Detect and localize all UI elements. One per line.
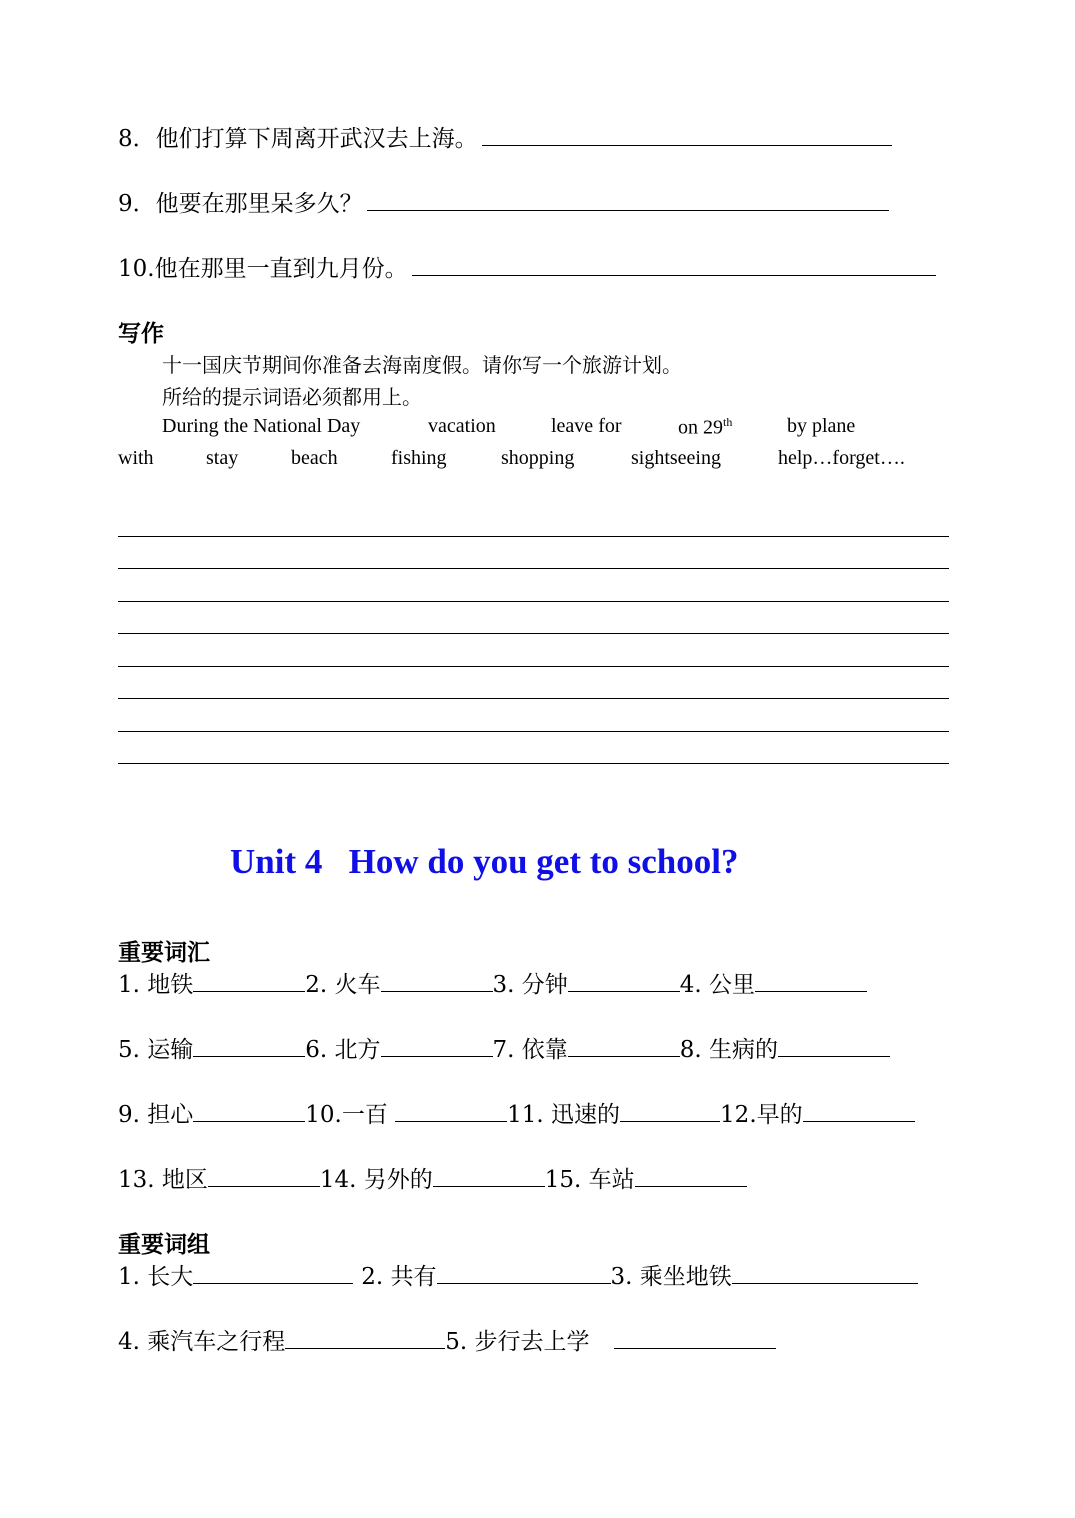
vocab-blank[interactable] xyxy=(433,1166,545,1187)
vocab-blank[interactable] xyxy=(208,1166,320,1187)
vocab-item: 15. 车站 xyxy=(544,1167,635,1193)
vocab-item: 12.早的 xyxy=(720,1102,803,1128)
vocab-item: 6. 北方 xyxy=(305,1037,381,1063)
unit-title: Unit 4 How do you get to school? xyxy=(230,842,739,881)
vocab-item: 4. 公里 xyxy=(679,972,756,998)
writing-heading: 写作 xyxy=(118,320,164,347)
superscript-th: th xyxy=(723,415,733,429)
writing-answer-line[interactable] xyxy=(118,666,949,667)
phrase-item: 1. 长大 xyxy=(118,1264,194,1290)
question-8 xyxy=(118,120,892,153)
phrase-row xyxy=(118,1258,918,1291)
writing-answer-line[interactable] xyxy=(118,633,949,634)
vocab-row xyxy=(118,1161,747,1194)
vocab-item: 8. 生病的 xyxy=(679,1037,779,1063)
phrase-item: 4. 乘汽车之行程 xyxy=(118,1329,286,1355)
hint-word: by plane xyxy=(787,415,856,437)
phrase-item: 5. 步行去上学 xyxy=(445,1329,590,1355)
hint-word: on 29 xyxy=(678,416,723,439)
vocab-row xyxy=(118,1096,915,1129)
phrase-item: 2. 共有 xyxy=(361,1264,437,1290)
vocab-row xyxy=(118,966,867,999)
vocab-blank[interactable] xyxy=(193,1101,305,1122)
hint-word: fishing xyxy=(391,447,447,469)
question-text: 9．他要在那里呆多久？ xyxy=(118,191,363,217)
hint-word: help…forget…. xyxy=(778,447,905,469)
answer-blank[interactable] xyxy=(367,188,889,211)
hint-word: During the National Day xyxy=(162,415,361,437)
writing-instruction-1: 十一国庆节期间你准备去海南度假。请你写一个旅游计划。 xyxy=(162,355,682,377)
vocab-item: 14. 另外的 xyxy=(319,1167,433,1193)
hint-word: vacation xyxy=(428,415,496,437)
writing-instruction-2: 所给的提示词语必须都用上。 xyxy=(162,387,422,409)
vocab-blank[interactable] xyxy=(620,1101,720,1122)
hint-word: stay xyxy=(206,447,239,469)
phrase-blank[interactable] xyxy=(285,1328,445,1349)
phrase-row xyxy=(118,1323,776,1356)
phrases-heading: 重要词组 xyxy=(118,1231,210,1258)
phrase-item: 3. 乘坐地铁 xyxy=(610,1264,732,1290)
vocab-item: 1. 地铁 xyxy=(118,972,194,998)
writing-answer-line[interactable] xyxy=(118,731,949,732)
vocab-item: 9. 担心 xyxy=(118,1102,194,1128)
vocab-blank[interactable] xyxy=(803,1101,915,1122)
writing-answer-line[interactable] xyxy=(118,536,949,537)
question-text: 8．他们打算下周离开武汉去上海。 xyxy=(118,126,478,152)
vocab-item: 13. 地区 xyxy=(118,1167,208,1193)
hint-word-date xyxy=(678,415,732,440)
hint-word: leave for xyxy=(551,415,622,437)
vocab-item: 11. 迅速的 xyxy=(507,1102,621,1128)
vocab-heading: 重要词汇 xyxy=(118,939,210,966)
hint-word: sightseeing xyxy=(631,447,721,469)
phrase-blank[interactable] xyxy=(732,1263,918,1284)
phrase-blank[interactable] xyxy=(614,1328,776,1349)
vocab-item: 10.一百 xyxy=(305,1102,396,1128)
writing-answer-line[interactable] xyxy=(118,763,949,764)
phrase-blank[interactable] xyxy=(193,1263,353,1284)
answer-blank[interactable] xyxy=(412,253,936,276)
phrase-blank[interactable] xyxy=(437,1263,611,1284)
vocab-blank[interactable] xyxy=(568,971,680,992)
vocab-blank[interactable] xyxy=(395,1101,507,1122)
hint-word: beach xyxy=(291,447,338,469)
question-10 xyxy=(118,250,936,283)
writing-answer-line[interactable] xyxy=(118,601,949,602)
vocab-blank[interactable] xyxy=(568,1036,680,1057)
vocab-blank[interactable] xyxy=(778,1036,890,1057)
vocab-blank[interactable] xyxy=(381,1036,493,1057)
writing-answer-line[interactable] xyxy=(118,698,949,699)
vocab-item: 7. 依靠 xyxy=(492,1037,568,1063)
vocab-item: 2. 火车 xyxy=(305,972,381,998)
vocab-blank[interactable] xyxy=(635,1166,747,1187)
question-9 xyxy=(118,185,889,218)
vocab-blank[interactable] xyxy=(193,971,305,992)
hint-word: shopping xyxy=(501,447,575,469)
question-text: 10.他在那里一直到九月份。 xyxy=(118,256,408,282)
answer-blank[interactable] xyxy=(482,123,892,146)
vocab-blank[interactable] xyxy=(193,1036,305,1057)
vocab-item: 5. 运输 xyxy=(118,1037,194,1063)
vocab-blank[interactable] xyxy=(381,971,493,992)
writing-answer-line[interactable] xyxy=(118,568,949,569)
vocab-row xyxy=(118,1031,890,1064)
vocab-item: 3. 分钟 xyxy=(492,972,568,998)
vocab-blank[interactable] xyxy=(755,971,867,992)
hint-word: with xyxy=(118,447,154,469)
